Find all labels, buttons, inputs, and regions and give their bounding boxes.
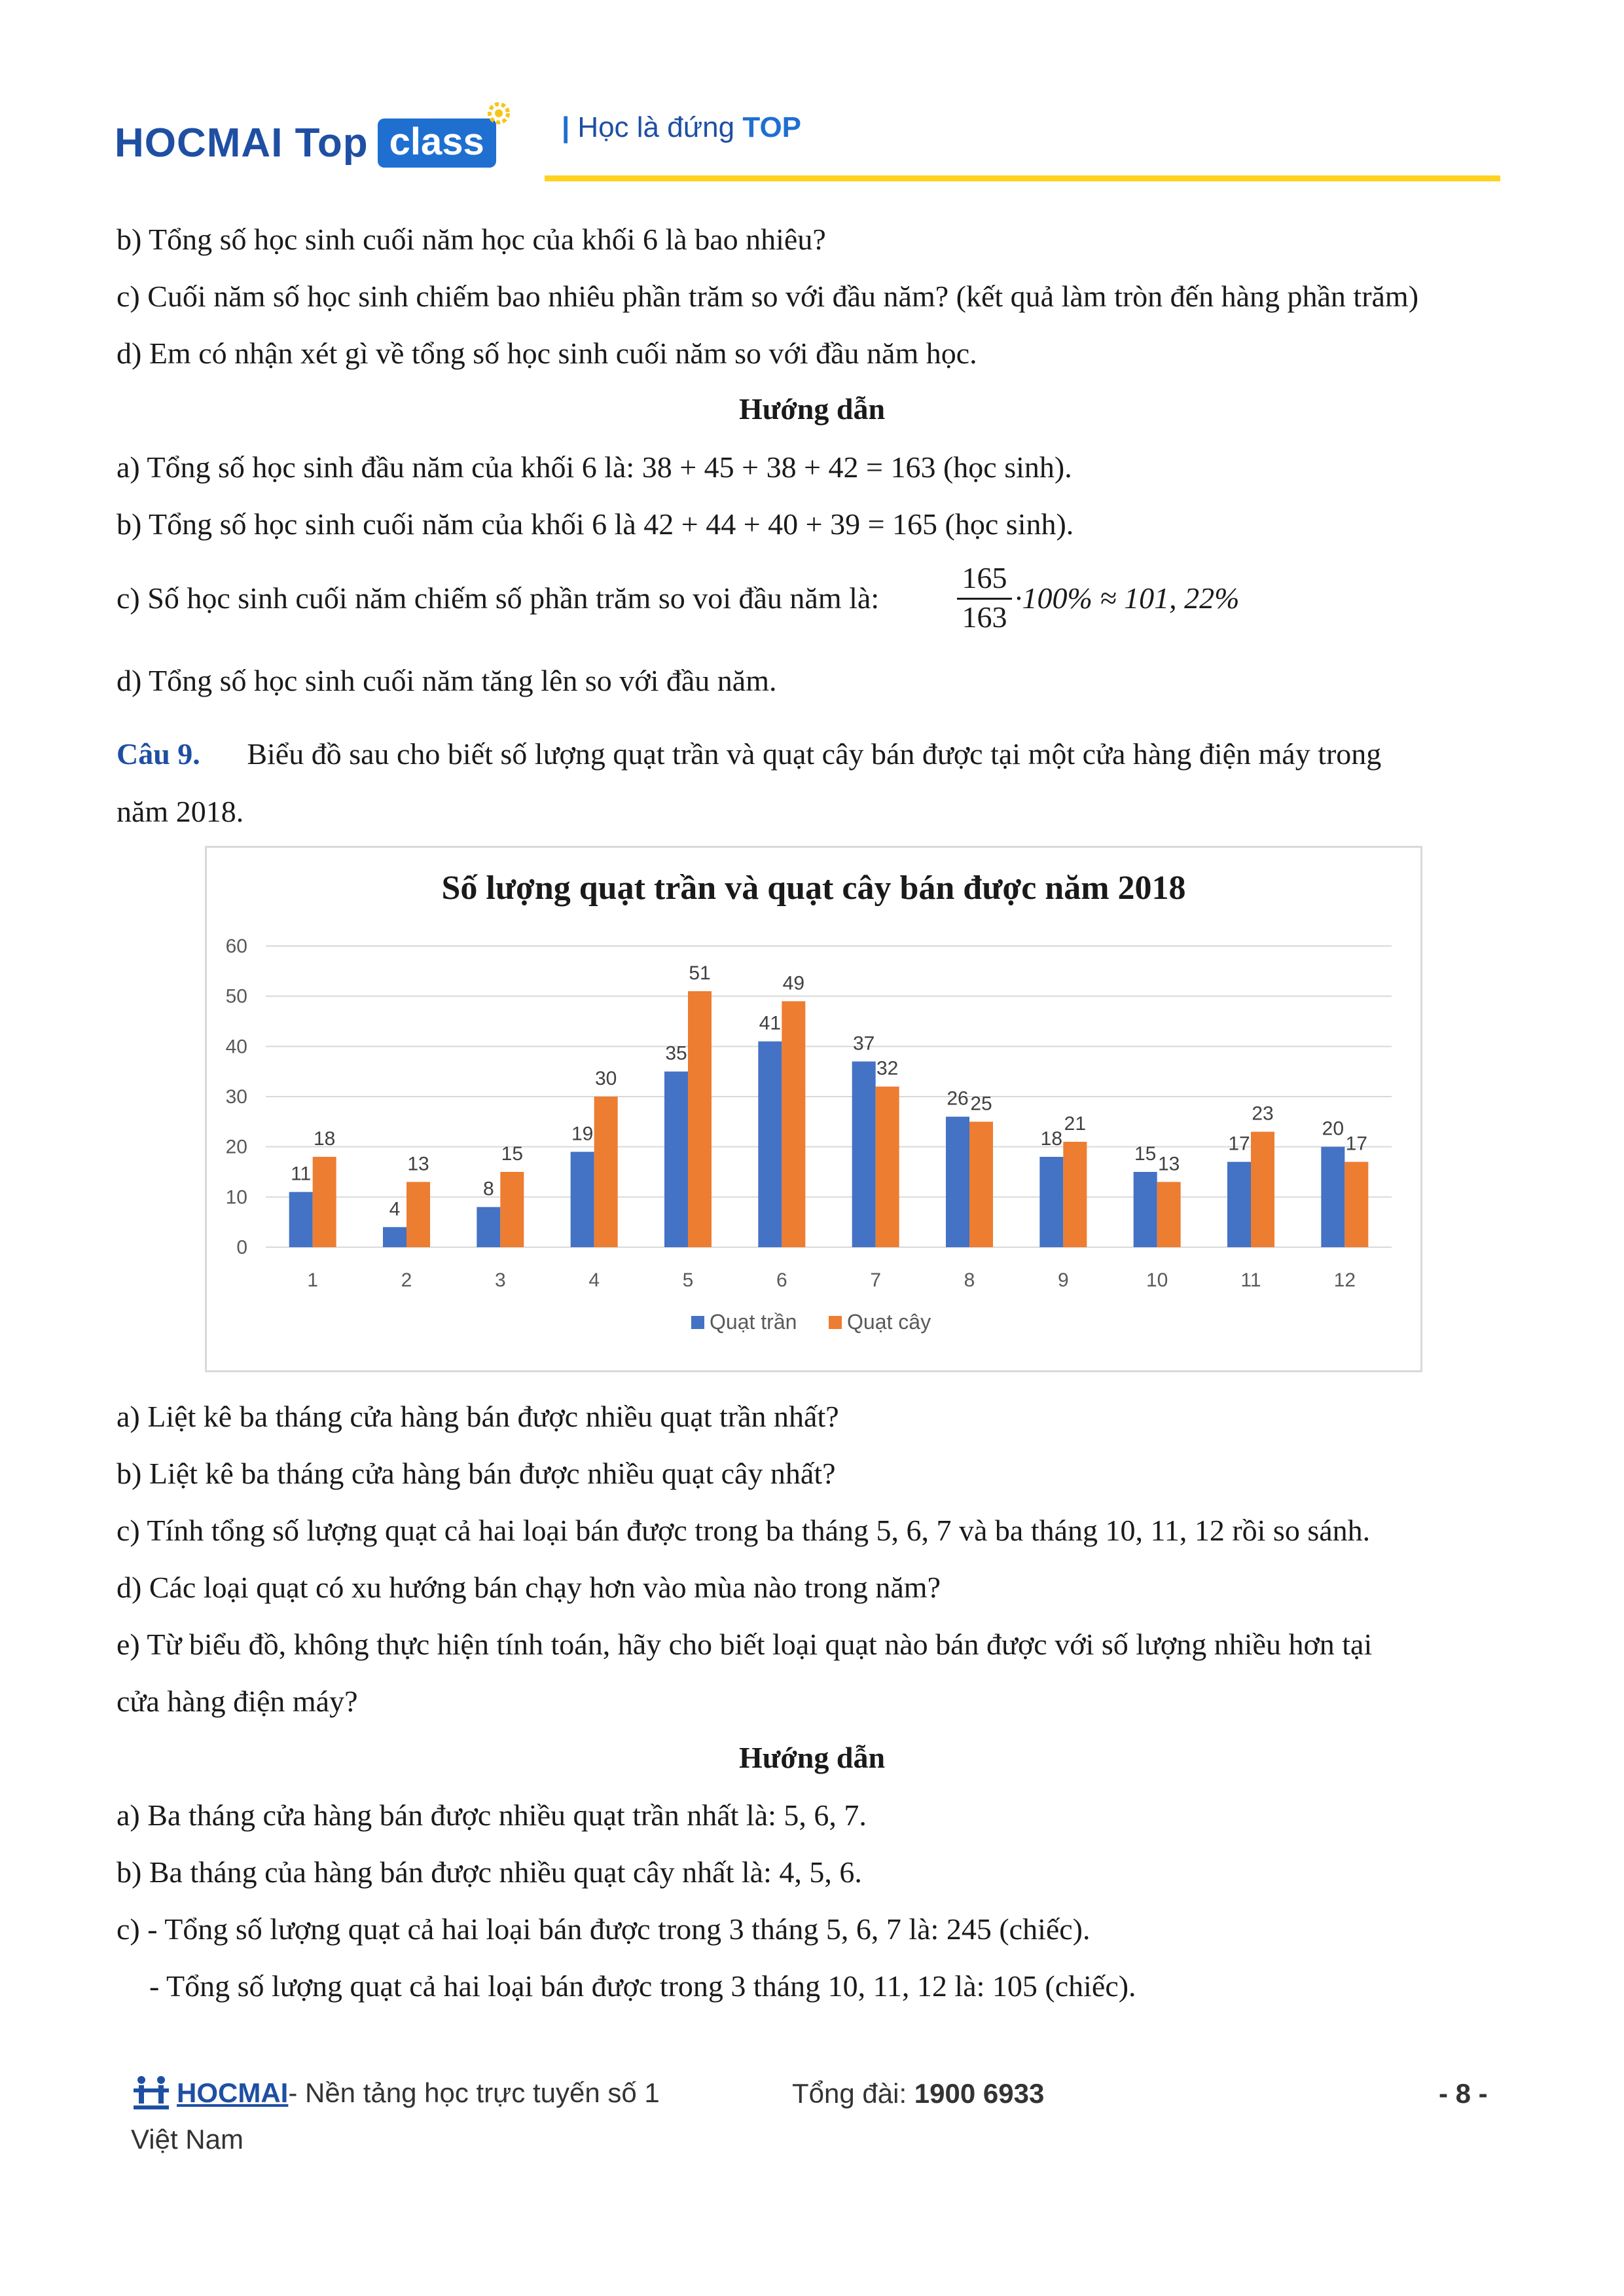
data-label: 19	[571, 1123, 594, 1145]
y-tick-label: 30	[225, 1086, 247, 1108]
bar-quat-tran	[1039, 1157, 1063, 1247]
gear-icon	[484, 99, 513, 128]
question-line: b) Liệt kê ba tháng cửa hàng bán được nhiều quạt cây nhất?	[117, 1457, 836, 1490]
data-label: 21	[1064, 1113, 1087, 1135]
guide-title: Hướng dẫn	[738, 1741, 886, 1774]
answer-line: b) Ba tháng của hàng bán được nhiều quạt cây nhất là: 4, 5, 6.	[117, 1855, 862, 1889]
bar-quat-cay	[500, 1172, 524, 1247]
bar-quat-cay	[1251, 1132, 1274, 1247]
data-label: 32	[876, 1057, 899, 1080]
answer-line: d) Tổng số học sinh cuối năm tăng lên so với đầu năm.	[117, 664, 777, 697]
logo-text: HOCMAI Top	[115, 120, 369, 166]
x-tick-label: 11	[1240, 1269, 1261, 1291]
answer-line: - Tổng số lượng quạt cả hai loại bán được trong 3 tháng 10, 11, 12 là: 105 (chiếc).	[149, 1969, 1136, 2003]
question-line: cửa hàng điện máy?	[117, 1685, 358, 1718]
bar-quat-tran	[1134, 1172, 1157, 1247]
legend-label: Quạt cây	[847, 1310, 931, 1334]
bar-quat-tran	[383, 1227, 406, 1247]
bar-quat-tran	[477, 1207, 500, 1247]
header-divider	[545, 175, 1500, 181]
x-tick-label: 3	[494, 1269, 506, 1291]
y-tick-label: 60	[225, 936, 247, 957]
question-line: c) Cuối năm số học sinh chiếm bao nhiêu phần trăm so với đầu năm? (kết quả làm tròn đến hàng phần trăm)	[117, 280, 1419, 313]
bar-quat-cay	[406, 1182, 430, 1247]
data-label: 18	[313, 1128, 336, 1150]
bar-quat-tran	[289, 1192, 313, 1247]
x-tick-label: 4	[588, 1269, 600, 1291]
bar-quat-cay	[594, 1097, 618, 1247]
x-tick-label: 5	[682, 1269, 694, 1291]
question-line: d) Em có nhận xét gì về tổng số học sinh cuối năm so với đầu năm học.	[117, 337, 977, 370]
data-label: 41	[759, 1012, 782, 1034]
question-line: a) Liệt kê ba tháng cửa hàng bán được nhiều quạt trần nhất?	[117, 1400, 839, 1433]
bar-chart	[207, 848, 1420, 1370]
y-tick-label: 0	[236, 1237, 247, 1258]
bar-quat-cay	[876, 1087, 899, 1247]
data-label: 37	[852, 1032, 875, 1055]
bar-quat-tran	[946, 1117, 969, 1247]
bar-quat-cay	[782, 1001, 805, 1247]
question-label: Câu 9.	[117, 737, 200, 771]
data-label: 17	[1228, 1133, 1250, 1155]
x-tick-label: 9	[1057, 1269, 1069, 1291]
bar-quat-cay	[1344, 1162, 1368, 1247]
hocmai-topclass-logo	[115, 110, 496, 175]
question-line: c) Tính tổng số lượng quạt cả hai loại bán được trong ba tháng 5, 6, 7 và ba tháng 10, 11, 12 rồi so sánh.	[117, 1514, 1371, 1547]
answer-line: c) - Tổng số lượng quạt cả hai loại bán được trong 3 tháng 5, 6, 7 là: 245 (chiếc).	[117, 1912, 1091, 1946]
data-label: 20	[1322, 1118, 1344, 1140]
data-label: 11	[291, 1163, 312, 1185]
fraction-numerator: 165	[957, 560, 1012, 600]
question-9	[117, 736, 1381, 773]
data-label: 30	[594, 1068, 617, 1089]
answer-c-text: c) Số học sinh cuối năm chiếm số phần trăm so voi đầu năm là:	[117, 581, 880, 615]
data-label: 26	[947, 1087, 969, 1110]
question-line: d) Các loại quạt có xu hướng bán chạy hơn vào mùa nào trong năm?	[117, 1571, 941, 1604]
fraction-denominator: 163	[962, 600, 1007, 634]
footer-left	[131, 2074, 660, 2112]
bar-quat-cay	[969, 1121, 993, 1247]
x-tick-label: 12	[1333, 1269, 1356, 1291]
answer-line: b) Tổng số học sinh cuối năm của khối 6 là 42 + 44 + 40 + 39 = 165 (học sinh).	[117, 507, 1074, 541]
tagline-top: TOP	[742, 111, 802, 143]
answer-line: a) Tổng số học sinh đầu năm của khối 6 là: 38 + 45 + 38 + 42 = 163 (học sinh).	[117, 450, 1072, 484]
data-label: 13	[407, 1153, 429, 1175]
data-label: 17	[1345, 1133, 1368, 1155]
footer-hotline	[792, 2078, 1044, 2109]
footer-slogan-cont: Việt Nam	[131, 2124, 244, 2155]
guide-title: Hướng dẫn	[738, 392, 886, 426]
logo-class-text: class	[389, 120, 484, 163]
bar-quat-cay	[313, 1157, 336, 1247]
legend-swatch	[829, 1316, 842, 1329]
x-tick-label: 10	[1146, 1269, 1168, 1291]
x-tick-label: 6	[776, 1269, 787, 1291]
page-number: - 8 -	[1439, 2078, 1488, 2109]
tagline-separator: |	[562, 111, 570, 143]
chart-title: Số lượng quạt trần và quạt cây bán được năm 2018	[441, 869, 1186, 907]
hotline-number: 1900 6933	[914, 2078, 1045, 2109]
tagline-text: Học là đứng	[577, 111, 735, 143]
chart-container	[205, 846, 1422, 1372]
legend-label: Quạt trần	[710, 1310, 797, 1334]
header-tagline	[562, 111, 801, 144]
y-tick-label: 10	[225, 1186, 247, 1209]
data-label: 13	[1157, 1153, 1180, 1175]
data-label: 8	[482, 1178, 494, 1200]
question-line: b) Tổng số học sinh cuối năm học của khối 6 là bao nhiêu?	[117, 223, 826, 256]
x-tick-label: 1	[307, 1269, 319, 1291]
bar-quat-tran	[758, 1042, 782, 1247]
answer-c-result: ·100% ≈ 101, 22%	[1015, 581, 1240, 615]
data-label: 25	[970, 1093, 992, 1115]
bar-quat-tran	[852, 1061, 876, 1247]
x-tick-label: 7	[870, 1269, 882, 1291]
data-label: 35	[665, 1042, 687, 1065]
fraction	[957, 560, 1012, 634]
question-line: e) Từ biểu đồ, không thực hiện tính toán, hãy cho biết loại quạt nào bán được với số lượng nhiều hơn tại	[117, 1628, 1373, 1661]
x-tick-label: 2	[401, 1269, 412, 1291]
bar-quat-cay	[1063, 1142, 1087, 1247]
footer-slogan: - Nền tảng học trực tuyến số 1	[288, 2077, 660, 2108]
y-tick-label: 20	[225, 1136, 247, 1158]
y-tick-label: 50	[225, 985, 247, 1008]
bar-quat-cay	[1157, 1182, 1181, 1247]
bar-quat-tran	[571, 1152, 594, 1247]
question-text-cont: năm 2018.	[117, 795, 244, 828]
data-label: 15	[1134, 1143, 1157, 1165]
data-label: 49	[782, 972, 805, 994]
hocmai-logo-icon	[131, 2074, 171, 2112]
hotline-label: Tổng đài:	[792, 2078, 914, 2109]
logo-class-badge	[378, 118, 496, 168]
bar-quat-tran	[664, 1072, 688, 1247]
x-tick-label: 8	[964, 1269, 975, 1291]
y-tick-label: 40	[225, 1036, 247, 1058]
data-label: 18	[1040, 1128, 1063, 1150]
data-label: 15	[501, 1143, 524, 1165]
bar-quat-cay	[688, 991, 712, 1247]
data-label: 23	[1252, 1102, 1274, 1125]
data-label: 51	[689, 962, 711, 984]
footer-brand[interactable]: HOCMAI	[177, 2077, 289, 2108]
answer-line: a) Ba tháng cửa hàng bán được nhiều quạt trần nhất là: 5, 6, 7.	[117, 1798, 867, 1832]
legend-swatch	[691, 1316, 704, 1329]
bar-quat-tran	[1227, 1162, 1251, 1247]
question-text: Biểu đồ sau cho biết số lượng quạt trần và quạt cây bán được tại một cửa hàng điện máy trong	[247, 737, 1382, 771]
bar-quat-tran	[1321, 1147, 1344, 1247]
data-label: 4	[389, 1198, 401, 1220]
